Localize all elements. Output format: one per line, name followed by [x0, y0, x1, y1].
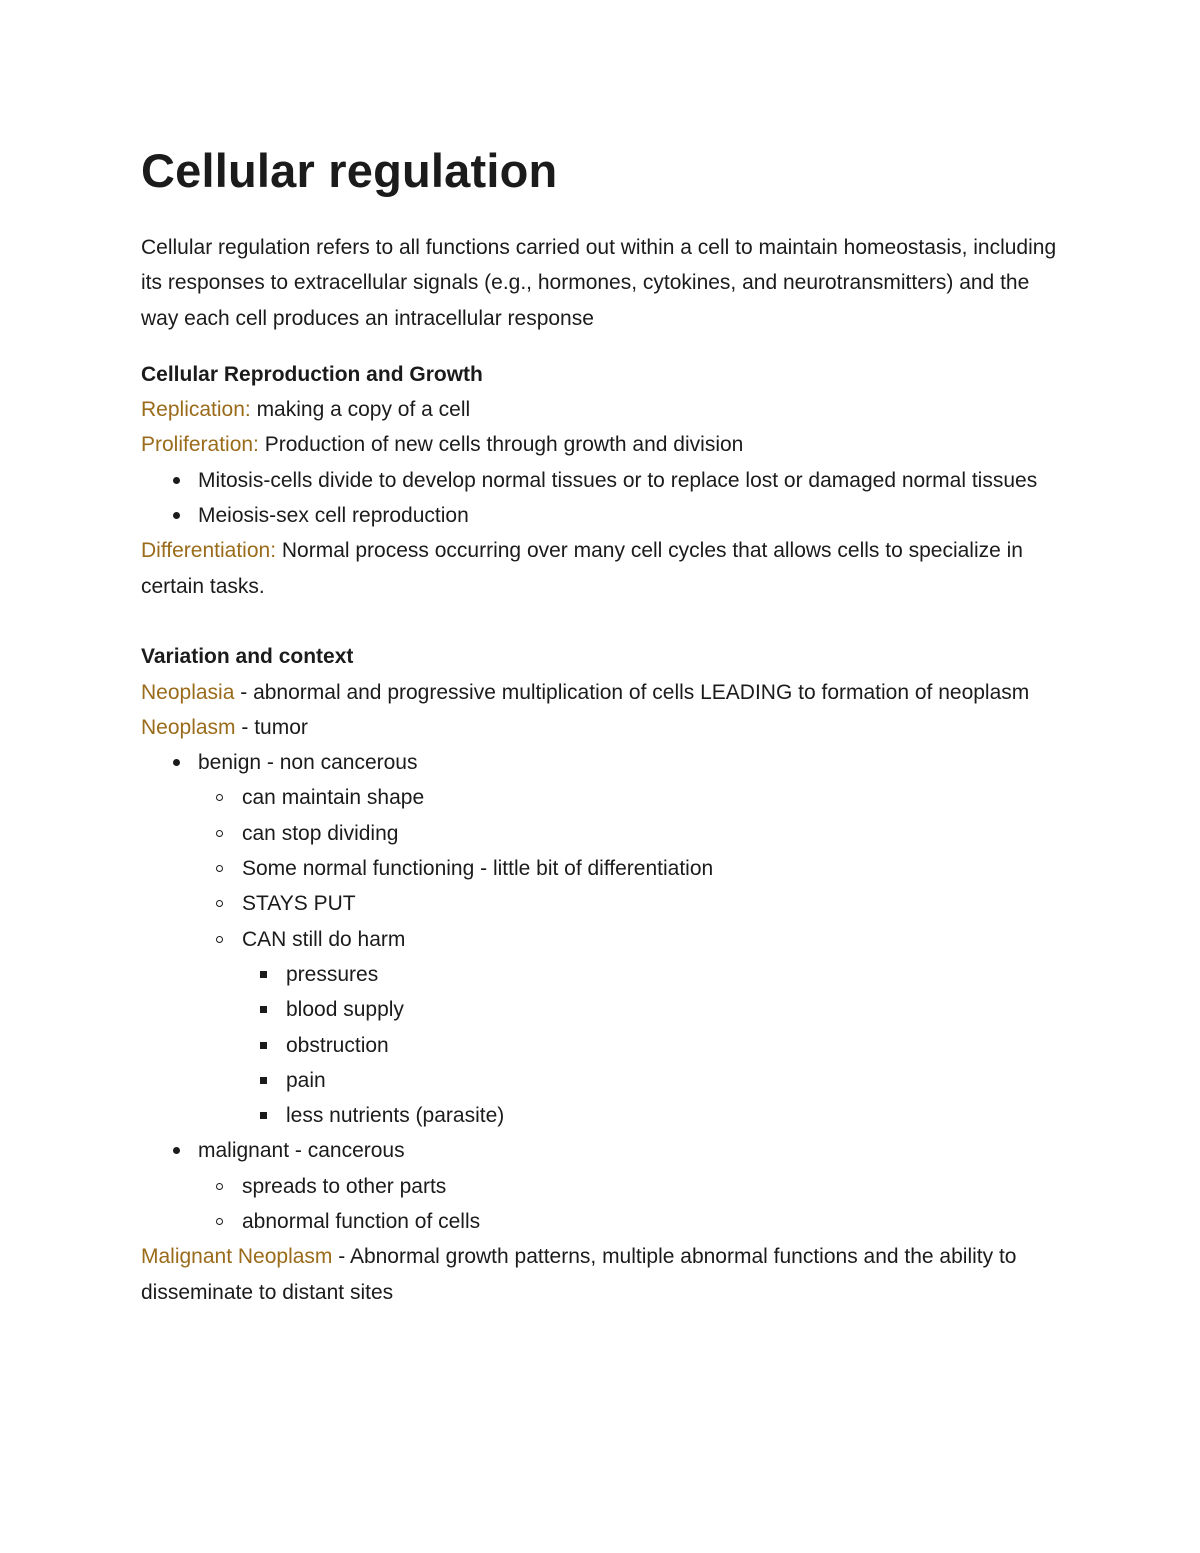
list-item: can stop dividing	[141, 816, 1061, 851]
list-item: obstruction	[141, 1028, 1061, 1063]
section-heading-reproduction: Cellular Reproduction and Growth	[141, 362, 483, 386]
list-item: Mitosis-cells divide to develop normal tissues or to replace lost or damaged normal tissues	[141, 463, 1061, 498]
bullet-square-icon	[260, 1006, 267, 1013]
bullet-square-icon	[260, 1077, 267, 1084]
blank-line	[141, 604, 1061, 639]
list-item: STAYS PUT	[141, 886, 1061, 921]
definition-text: Production of new cells through growth and division	[258, 433, 744, 457]
bullet-disc-icon	[173, 759, 180, 766]
section-heading-variation: Variation and context	[141, 645, 354, 669]
bullet-circle-icon	[216, 900, 223, 907]
bullet-circle-icon	[216, 830, 223, 837]
document-page	[141, 138, 1061, 1310]
proliferation-list	[141, 463, 1061, 534]
list-item: Some normal functioning - little bit of differentiation	[141, 851, 1061, 886]
definition-neoplasm	[141, 710, 1061, 745]
list-item-benign: benign - non cancerous	[141, 745, 1061, 780]
intro-paragraph: Cellular regulation refers to all functions carried out within a cell to maintain homeostasis, including its responses to extracellular signals (e.g., hormones, cytokines, and neurotransmitters) and the way each cell produces an intracellular response	[141, 236, 1057, 330]
bullet-circle-icon	[216, 1183, 223, 1190]
list-item: pressures	[141, 957, 1061, 992]
bullet-circle-icon	[216, 936, 223, 943]
definition-replication	[141, 392, 1061, 427]
definition-text: - tumor	[235, 715, 308, 739]
definition-text: - Abnormal growth patterns, multiple abnormal functions and the ability to disseminate to distant sites	[141, 1245, 1017, 1304]
list-item: can maintain shape	[141, 780, 1061, 815]
bullet-disc-icon	[173, 1147, 180, 1154]
list-item-malignant: malignant - cancerous	[141, 1133, 1061, 1168]
bullet-square-icon	[260, 1042, 267, 1049]
term-malignant-neoplasm: Malignant Neoplasm	[141, 1245, 333, 1269]
bullet-square-icon	[260, 971, 267, 978]
definition-text: Normal process occurring over many cell cycles that allows cells to specialize in certain tasks.	[141, 539, 1023, 598]
definition-proliferation	[141, 427, 1061, 462]
term-neoplasia: Neoplasia	[141, 680, 235, 704]
bullet-circle-icon	[216, 1218, 223, 1225]
term-proliferation: Proliferation:	[141, 433, 259, 457]
list-item: CAN still do harm	[141, 922, 1061, 957]
bullet-disc-icon	[173, 477, 180, 484]
bullet-square-icon	[260, 1112, 267, 1119]
list-item: less nutrients (parasite)	[141, 1098, 1061, 1133]
list-item: Meiosis-sex cell reproduction	[141, 498, 1061, 533]
definition-text: - abnormal and progressive multiplication of cells LEADING to formation of neoplasm	[234, 680, 1030, 704]
page-title: Cellular regulation	[141, 144, 558, 197]
list-item: blood supply	[141, 992, 1061, 1027]
definition-differentiation	[141, 533, 1061, 604]
bullet-disc-icon	[173, 512, 180, 519]
list-item: spreads to other parts	[141, 1169, 1061, 1204]
neoplasm-list	[141, 745, 1061, 1239]
definition-text: making a copy of a cell	[250, 398, 471, 422]
term-replication: Replication:	[141, 398, 251, 422]
term-differentiation: Differentiation:	[141, 539, 277, 563]
list-item: pain	[141, 1063, 1061, 1098]
list-item: abnormal function of cells	[141, 1204, 1061, 1239]
bullet-circle-icon	[216, 865, 223, 872]
term-neoplasm: Neoplasm	[141, 715, 236, 739]
bullet-circle-icon	[216, 794, 223, 801]
definition-neoplasia	[141, 675, 1061, 710]
definition-malignant-neoplasm	[141, 1239, 1061, 1310]
